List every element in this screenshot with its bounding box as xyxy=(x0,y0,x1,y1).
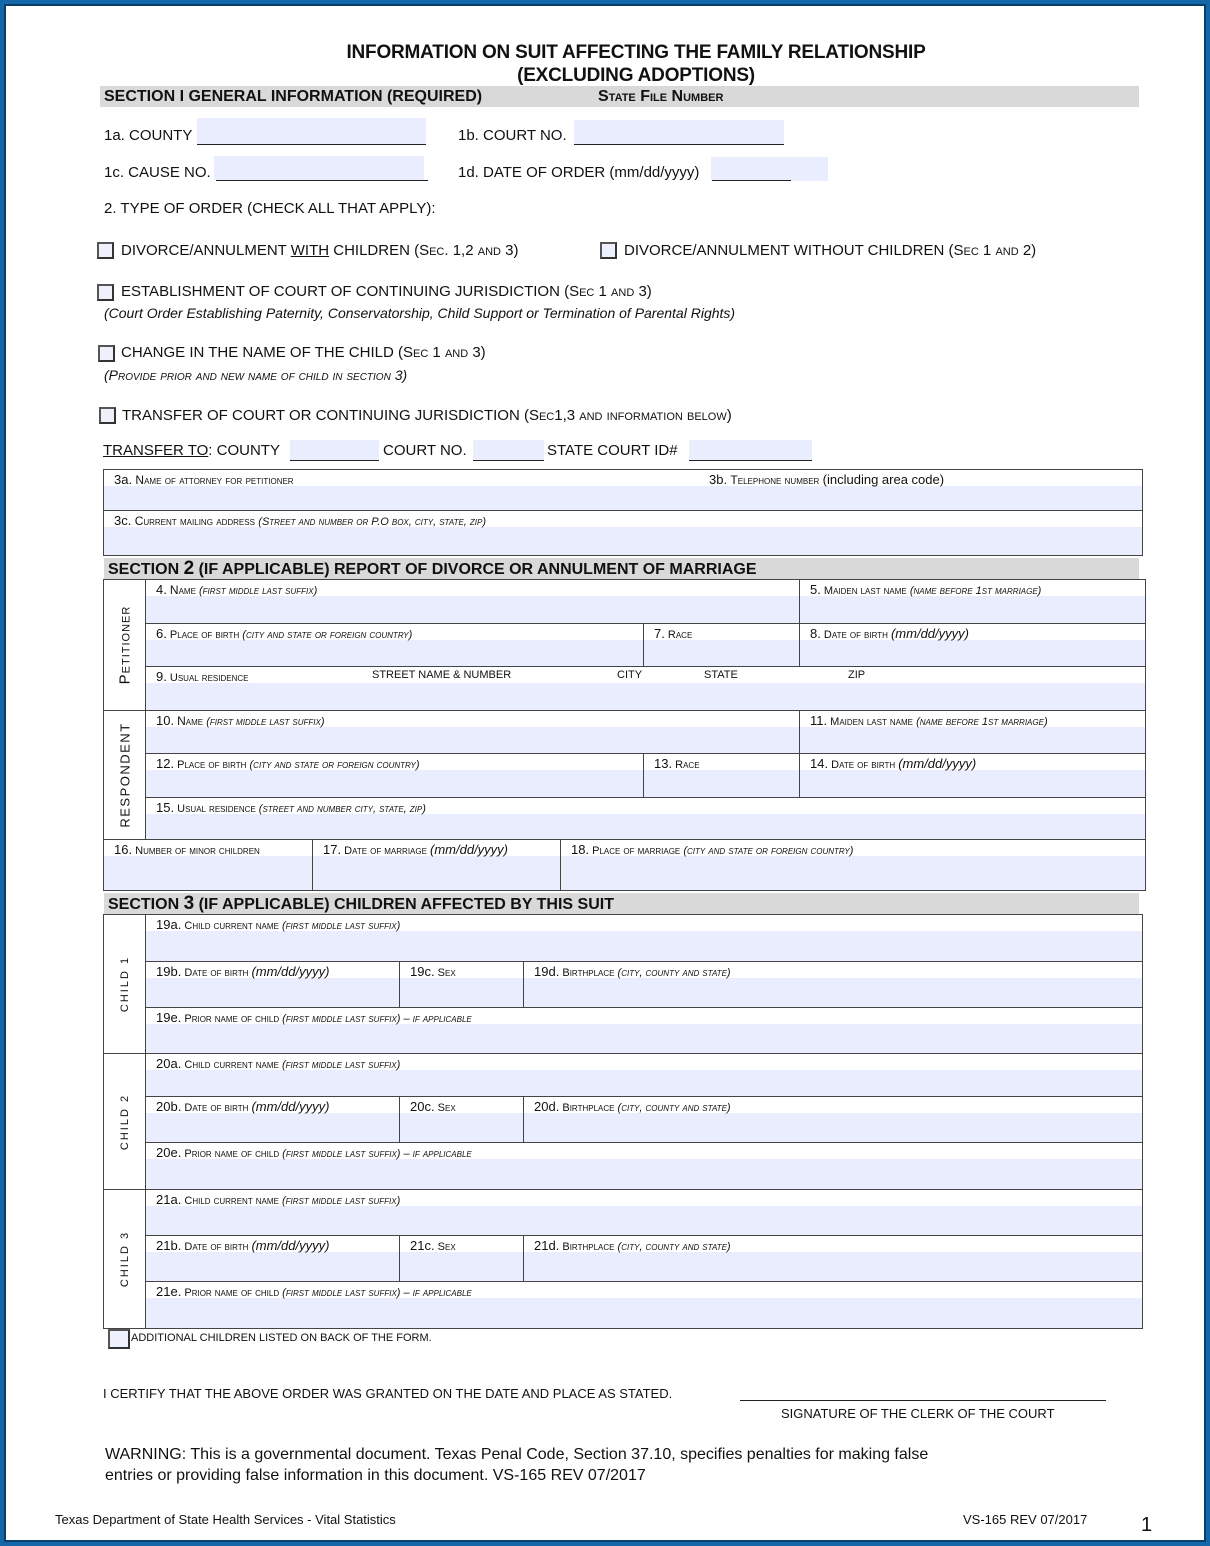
option-text: ESTABLISHMENT OF COURT OF CONTINUING JURISDICTION xyxy=(121,283,565,300)
field-label: Name xyxy=(177,714,204,728)
field-hint: (first middle last suffix) xyxy=(281,1195,401,1207)
name-change-label xyxy=(121,344,486,361)
field-label: Sex xyxy=(437,1241,456,1253)
field-label: Birthplace xyxy=(562,967,615,979)
transfer-state-court-id-input[interactable] xyxy=(689,440,812,461)
field-number: 20e. xyxy=(156,1145,182,1160)
child3-birthplace-field[interactable] xyxy=(524,1236,1142,1282)
section-text: SECTION xyxy=(108,561,184,578)
child3-dob-field[interactable] xyxy=(146,1236,400,1282)
section-text: SECTION xyxy=(108,896,184,913)
child3-prior-name-field[interactable] xyxy=(146,1282,1142,1328)
child3-name-field[interactable] xyxy=(146,1190,1142,1236)
child3-side-label xyxy=(104,1190,146,1328)
transfer-state-court-id-label: STATE COURT ID# xyxy=(547,442,678,459)
field-number: 14. xyxy=(810,756,829,771)
date-of-order-label: 1d. DATE OF ORDER (mm/dd/yyyy) xyxy=(458,164,700,181)
establishment-jurisdiction-label xyxy=(121,283,652,300)
respondent-maiden-name-field[interactable] xyxy=(800,711,1145,754)
child2-prior-name-field[interactable] xyxy=(146,1143,1142,1190)
marriage-date-field[interactable] xyxy=(313,840,561,890)
field-hint: (mm/dd/yyyy) xyxy=(251,1099,330,1114)
field-number: 3b. xyxy=(709,472,728,487)
type-of-order-label: 2. TYPE OF ORDER (CHECK ALL THAT APPLY): xyxy=(104,200,436,217)
section-text: (IF APPLICABLE) REPORT OF DIVORCE OR ANNULMENT OF MARRIAGE xyxy=(194,561,757,578)
option-text: DIVORCE/ANNULMENT xyxy=(121,242,291,259)
certification-statement: I CERTIFY THAT THE ABOVE ORDER WAS GRANTED ON THE DATE AND PLACE AS STATED. xyxy=(103,1386,673,1401)
field-number: 13. xyxy=(654,756,673,771)
section1-title: SECTION I GENERAL INFORMATION (REQUIRED) xyxy=(104,88,483,105)
field-number: 5. xyxy=(810,582,821,597)
court-no-input[interactable] xyxy=(574,120,784,145)
field-number: 11. xyxy=(810,713,828,728)
field-label: Birthplace xyxy=(562,1102,615,1114)
option-sections: (Sec 1 and 2) xyxy=(948,242,1037,259)
child2-birthplace-field[interactable] xyxy=(524,1097,1142,1143)
field-label: Race xyxy=(675,759,700,771)
child1-side-label xyxy=(104,915,146,1054)
respondent-residence-field[interactable] xyxy=(146,798,1145,840)
field-label: Birthplace xyxy=(562,1241,615,1253)
minor-children-count-field[interactable] xyxy=(104,840,313,890)
child-label: CHILD 2 xyxy=(118,1093,131,1150)
petitioner-residence-field[interactable] xyxy=(146,667,1145,711)
field-number: 15. xyxy=(156,800,175,815)
mailing-address-field[interactable] xyxy=(104,511,1142,555)
field-label: Usual residence xyxy=(177,803,256,815)
field-label: Prior name of child xyxy=(184,1148,280,1160)
field-hint: (name before 1st marriage) xyxy=(909,585,1042,597)
divorce-without-children-checkbox[interactable] xyxy=(600,242,617,259)
field-hint: (city, county and state) xyxy=(617,967,731,979)
zip-sublabel: ZIP xyxy=(848,669,866,681)
field-label: Maiden last name xyxy=(823,585,907,597)
field-label: Date of birth xyxy=(831,759,896,771)
field-hint: (mm/dd/yyyy) xyxy=(898,756,977,771)
field-number: 21d. xyxy=(534,1238,560,1253)
establishment-jurisdiction-note: (Court Order Establishing Paternity, Conservatorship, Child Support or Termination of Parental Rights) xyxy=(104,305,736,321)
field-label: Date of marriage xyxy=(344,845,427,857)
state-sublabel: STATE xyxy=(704,669,738,681)
field-label: Place of birth xyxy=(177,759,247,771)
field-hint: (city, county and state) xyxy=(617,1102,731,1114)
field-number: 4. xyxy=(156,582,167,597)
section-number: 3 xyxy=(183,893,195,914)
field-hint: (city and state or foreign country) xyxy=(249,759,420,771)
transfer-to-label: TRANSFER TO xyxy=(103,442,209,459)
field-label: Sex xyxy=(437,1102,456,1114)
respondent-side-label xyxy=(104,711,146,840)
field-hint: (mm/dd/yyyy) xyxy=(251,964,330,979)
option-sections: (Sec. 1,2 and 3) xyxy=(414,242,519,259)
section-text: (IF APPLICABLE) CHILDREN AFFECTED BY THIS SUIT xyxy=(194,896,614,913)
child1-name-field[interactable] xyxy=(146,915,1142,962)
name-change-checkbox[interactable] xyxy=(98,345,115,362)
option-sections: (Sec1,3 and information below) xyxy=(523,407,732,424)
field-label: Place of marriage xyxy=(592,845,681,857)
transfer-court-no-input[interactable] xyxy=(473,440,544,461)
field-number: 19b. xyxy=(156,964,182,979)
city-sublabel: CITY xyxy=(617,669,643,681)
petitioner-side-label xyxy=(104,580,146,711)
field-hint: (street and number city, state, zip) xyxy=(258,803,426,815)
respondent-label: RESPONDENT xyxy=(117,722,132,828)
petitioner-dob-field[interactable] xyxy=(800,624,1145,667)
field-hint: (first middle last suffix) xyxy=(206,716,325,728)
field-label: Current mailing address xyxy=(134,514,255,528)
county-input[interactable] xyxy=(197,118,426,145)
date-of-order-underline xyxy=(712,180,791,181)
court-no-label: 1b. COURT NO. xyxy=(458,127,567,144)
form-title: INFORMATION ON SUIT AFFECTING THE FAMILY RELATIONSHIP xyxy=(346,42,926,63)
field-label: Date of birth xyxy=(823,629,888,641)
cause-no-underline xyxy=(216,180,428,181)
additional-children-label: ADDITIONAL CHILDREN LISTED ON BACK OF THE FORM. xyxy=(131,1332,432,1344)
transfer-county-label: : COUNTY xyxy=(208,442,280,459)
date-of-order-input[interactable] xyxy=(711,157,828,181)
field-hint: (including area code) xyxy=(822,472,945,487)
field-number: 21e. xyxy=(156,1284,182,1299)
field-hint: (mm/dd/yyyy) xyxy=(890,626,969,641)
field-hint: (mm/dd/yyyy) xyxy=(251,1238,330,1253)
clerk-signature-label: SIGNATURE OF THE CLERK OF THE COURT xyxy=(781,1406,1055,1421)
field-hint: (city, county and state) xyxy=(617,1241,731,1253)
field-number: 19e. xyxy=(156,1010,182,1025)
divorce-with-children-checkbox[interactable] xyxy=(97,242,114,259)
field-label: Maiden last name xyxy=(830,716,914,728)
field-hint: (first middle last suffix) – if applicable xyxy=(282,1148,472,1160)
child-label: CHILD 3 xyxy=(118,1230,131,1288)
field-label: Prior name of child xyxy=(184,1287,280,1299)
petitioner-race-field[interactable] xyxy=(644,624,800,667)
child1-prior-name-field[interactable] xyxy=(146,1008,1142,1054)
section2-header xyxy=(104,558,1139,579)
field-number: 20b. xyxy=(156,1099,182,1114)
field-number: 21c. xyxy=(410,1238,435,1253)
street-sublabel: STREET NAME & NUMBER xyxy=(372,669,512,681)
additional-children-checkbox[interactable] xyxy=(108,1329,130,1349)
petitioner-maiden-name-field[interactable] xyxy=(800,580,1145,624)
state-file-number-label: State File Number xyxy=(598,88,724,105)
respondent-birthplace-field[interactable] xyxy=(146,754,644,798)
page-number: 1 xyxy=(1141,1514,1153,1536)
respondent-dob-field[interactable] xyxy=(800,754,1145,798)
child-label: CHILD 1 xyxy=(118,955,131,1013)
field-number: 21a. xyxy=(156,1192,182,1207)
field-label: Date of birth xyxy=(184,1241,249,1253)
respondent-name-field[interactable] xyxy=(146,711,800,754)
footer-form-id: VS-165 REV 07/2017 xyxy=(963,1512,1088,1527)
field-label: Place of birth xyxy=(169,629,240,641)
attorney-name-field[interactable] xyxy=(104,470,700,511)
name-change-note: (Provide prior and new name of child in section 3) xyxy=(104,367,408,383)
child2-name-field[interactable] xyxy=(146,1054,1142,1097)
child2-side-label xyxy=(104,1054,146,1190)
field-number: 3a. xyxy=(114,472,133,487)
option-sections: (Sec 1 and 3) xyxy=(564,283,652,300)
petitioner-name-field[interactable] xyxy=(146,580,800,624)
child1-birthplace-field[interactable] xyxy=(524,962,1142,1008)
section3-header xyxy=(104,893,1139,914)
field-number: 20a. xyxy=(156,1056,182,1071)
option-text: CHILDREN xyxy=(329,242,415,259)
field-number: 21b. xyxy=(156,1238,182,1253)
warning-line1: WARNING: This is a governmental document. Texas Penal Code, Section 37.10, specifies penalties for making false xyxy=(105,1446,929,1463)
field-label: Date of birth xyxy=(184,1102,249,1114)
cause-no-input[interactable] xyxy=(214,156,424,180)
field-number: 19a. xyxy=(156,917,182,932)
field-label: Sex xyxy=(437,967,456,979)
option-text: TRANSFER OF COURT OR CONTINUING JURISDICTION xyxy=(122,407,524,424)
field-number: 8. xyxy=(810,626,821,641)
field-label: Telephone number xyxy=(730,473,820,487)
field-hint: (Street and number or P.O box, city, state, zip) xyxy=(258,516,487,528)
field-hint: (first middle last suffix) xyxy=(198,585,318,597)
field-hint: (city and state or foreign country) xyxy=(242,629,413,641)
transfer-to-row xyxy=(103,442,280,459)
field-hint: (first middle last suffix) – if applicable xyxy=(282,1287,472,1299)
field-label: Race xyxy=(667,629,693,641)
field-number: 20c. xyxy=(410,1099,435,1114)
establishment-jurisdiction-checkbox[interactable] xyxy=(97,284,114,301)
child3-sex-field[interactable] xyxy=(400,1236,524,1282)
transfer-jurisdiction-checkbox[interactable] xyxy=(99,407,116,424)
petitioner-label: Petitioner xyxy=(116,605,133,685)
attorney-phone-field[interactable] xyxy=(699,470,1142,511)
warning-line2: entries or providing false information in this document. VS-165 REV 07/2017 xyxy=(105,1467,646,1484)
field-number: 7. xyxy=(654,626,665,641)
field-hint: (first middle last suffix) – if applicable xyxy=(282,1013,472,1025)
field-number: 10. xyxy=(156,713,175,728)
field-hint: (city and state or foreign country) xyxy=(683,845,854,857)
field-hint: (first middle last suffix) xyxy=(281,920,401,932)
petitioner-birthplace-field[interactable] xyxy=(146,624,644,667)
respondent-race-field[interactable] xyxy=(644,754,800,798)
field-label: Child current name xyxy=(184,1059,279,1071)
field-label: Prior name of child xyxy=(184,1013,280,1025)
field-label: Child current name xyxy=(184,1195,279,1207)
field-number: 12. xyxy=(156,756,175,771)
section-number: 2 xyxy=(183,558,195,579)
child1-sex-field[interactable] xyxy=(400,962,524,1008)
field-label: Child current name xyxy=(184,920,279,932)
marriage-place-field[interactable] xyxy=(561,840,1145,890)
option-text: CHANGE IN THE NAME OF THE CHILD xyxy=(121,344,398,361)
field-label: Name of attorney for petitioner xyxy=(135,473,294,487)
divorce-with-children-label xyxy=(121,242,518,259)
field-hint: (mm/dd/yyyy) xyxy=(430,842,509,857)
field-label: Usual residence xyxy=(169,672,249,684)
field-number: 20d. xyxy=(534,1099,560,1114)
county-label: 1a. COUNTY xyxy=(104,127,193,144)
footer-agency: Texas Department of State Health Services - Vital Statistics xyxy=(55,1512,396,1527)
transfer-county-input[interactable] xyxy=(290,440,379,461)
child2-sex-field[interactable] xyxy=(400,1097,524,1143)
field-number: 9. xyxy=(156,669,167,684)
field-label: Date of birth xyxy=(184,967,249,979)
field-number: 17. xyxy=(323,842,342,857)
field-number: 6. xyxy=(156,626,167,641)
field-number: 3c. xyxy=(114,513,132,528)
option-sections: (Sec 1 and 3) xyxy=(397,344,486,361)
child1-dob-field[interactable] xyxy=(146,962,400,1008)
field-hint: (first middle last suffix) xyxy=(281,1059,401,1071)
form-subtitle: (EXCLUDING ADOPTIONS) xyxy=(517,65,755,86)
divorce-without-children-label xyxy=(624,242,1036,259)
option-emphasis: WITH xyxy=(290,242,330,259)
field-number: 18. xyxy=(571,842,590,857)
transfer-court-no-label: COURT NO. xyxy=(383,442,467,459)
transfer-jurisdiction-label xyxy=(122,407,732,424)
field-number: 19c. xyxy=(410,964,435,979)
option-text: DIVORCE/ANNULMENT WITHOUT CHILDREN xyxy=(624,242,949,259)
field-hint: (name before 1st marriage) xyxy=(916,716,1048,728)
child2-dob-field[interactable] xyxy=(146,1097,400,1143)
field-label: Name xyxy=(169,583,196,597)
field-number: 16. xyxy=(114,842,133,857)
cause-no-label: 1c. CAUSE NO. xyxy=(104,164,211,181)
clerk-signature-line[interactable] xyxy=(740,1400,1106,1401)
field-number: 19d. xyxy=(534,964,560,979)
field-label: Number of minor children xyxy=(135,845,260,857)
